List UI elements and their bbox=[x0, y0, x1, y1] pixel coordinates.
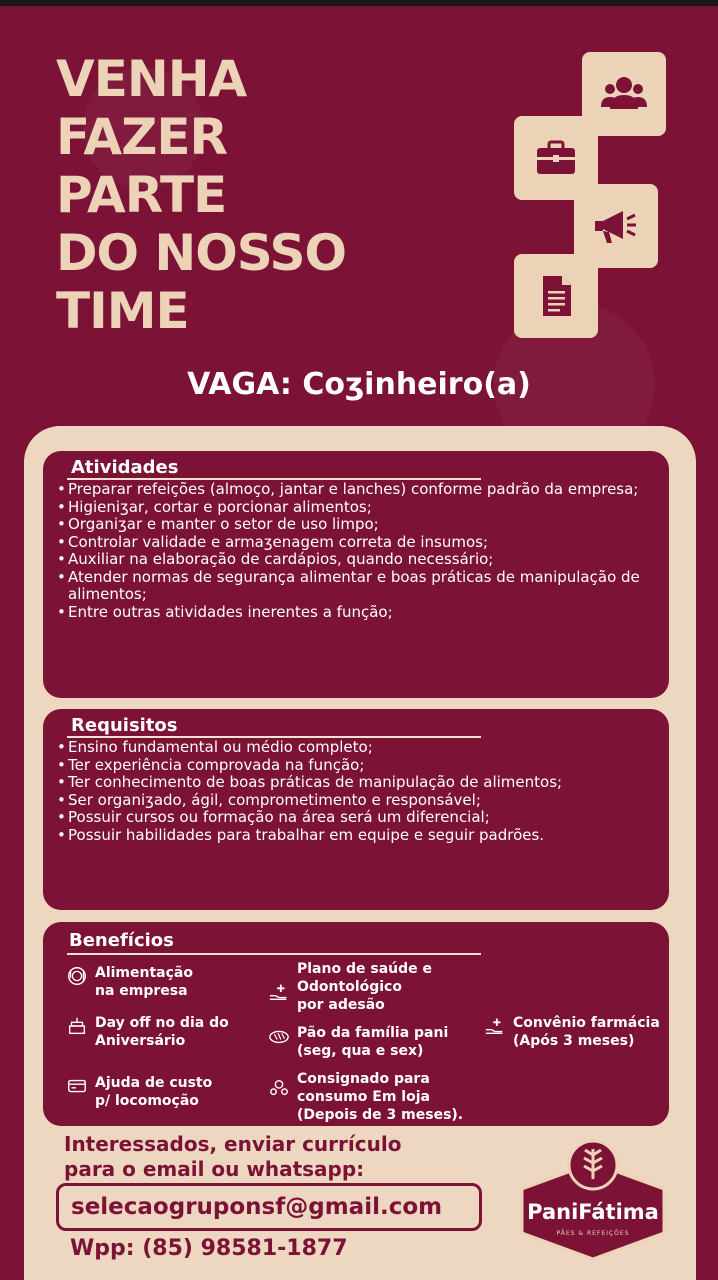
list-item: • Ter conhecimento de boas práticas de manipulação de alimentos; bbox=[57, 774, 659, 792]
benefit-text: Consignado para consumo Em loja (Depois de 3 meses). bbox=[297, 1071, 464, 1123]
list-item: • Higieniʒar, cortar e porcionar alimentos; bbox=[57, 499, 659, 517]
contact-line: para o email ou whatsapp: bbox=[64, 1157, 365, 1181]
pharmacy-hand-icon bbox=[483, 1014, 507, 1038]
benefits-panel bbox=[43, 922, 669, 1126]
job-title: VAGA: Coʒinheiro(a) bbox=[187, 367, 531, 402]
headline-line: FAZER bbox=[56, 108, 228, 166]
health-plan-icon bbox=[267, 980, 291, 1004]
list-item: • Entre outras atividades inerentes a função; bbox=[57, 604, 659, 622]
birthday-cake-icon bbox=[65, 1014, 89, 1038]
benefit-item bbox=[267, 960, 432, 1014]
title-underline bbox=[67, 953, 481, 955]
whatsapp-number[interactable]: Wpp: (85) 98581-1877 bbox=[70, 1236, 348, 1261]
headline-line: DO NOSSO bbox=[56, 224, 347, 282]
headline-line: TIME bbox=[56, 282, 189, 340]
requirements-panel bbox=[43, 709, 669, 910]
benefit-item bbox=[267, 1024, 448, 1060]
headline-line: VENHA bbox=[56, 50, 247, 108]
benefit-item bbox=[65, 964, 193, 1000]
benefit-text: Plano de saúde e Odontológico por adesão bbox=[297, 961, 432, 1013]
benefit-text: Alimentação na empresa bbox=[95, 965, 193, 999]
activities-panel bbox=[43, 451, 669, 698]
logo-name: PaniFátima bbox=[527, 1200, 659, 1224]
benefit-text: Day off no dia do Aniversário bbox=[95, 1015, 229, 1049]
list-item: • Possuir habilidades para trabalhar em equipe e seguir padrões. bbox=[57, 827, 659, 845]
benefits-title: Benefícios bbox=[69, 930, 174, 951]
requirements-title: Requisitos bbox=[71, 715, 178, 736]
requirements-list bbox=[57, 739, 659, 844]
list-item: • Possuir cursos ou formação na área será um diferencial; bbox=[57, 809, 659, 827]
list-item: • Ensino fundamental ou médio completo; bbox=[57, 739, 659, 757]
benefit-text: Convênio farmácia (Após 3 meses) bbox=[513, 1015, 660, 1049]
benefit-item bbox=[483, 1014, 660, 1050]
contact-instructions bbox=[64, 1132, 404, 1182]
food-plate-icon bbox=[65, 964, 89, 988]
list-item: • Controlar validade e armaʒenagem correta de insumos; bbox=[57, 534, 659, 552]
benefit-item bbox=[65, 1014, 229, 1050]
list-item: • Auxiliar na elaboração de cardápios, quando necessário; bbox=[57, 551, 659, 569]
list-item: • Atender normas de segurança alimentar e boas práticas de manipulação de alimentos; bbox=[57, 569, 659, 604]
list-item: • Preparar refeições (almoço, jantar e lanches) conforme padrão da empresa; bbox=[57, 481, 659, 499]
list-item: • Ter experiência comprovada na função; bbox=[57, 757, 659, 775]
contact-line: Interessados, enviar currículo bbox=[64, 1132, 402, 1156]
activities-list bbox=[57, 481, 659, 621]
benefit-item bbox=[65, 1074, 212, 1110]
list-item: • Organiʒar e manter o setor de uso limpo; bbox=[57, 516, 659, 534]
activities-title: Atividades bbox=[71, 457, 179, 478]
bread-icon bbox=[267, 1024, 291, 1048]
benefit-item bbox=[267, 1070, 463, 1124]
list-item: • Ser organiʒado, ágil, comprometimento e responsável; bbox=[57, 792, 659, 810]
benefit-text: Ajuda de custo p/ locomoção bbox=[95, 1075, 213, 1109]
top-status-bar bbox=[0, 0, 718, 6]
email-address[interactable]: selecaogruponsf@gmail.com bbox=[56, 1183, 482, 1231]
logo-tagline: PÃES & REFEIÇÕES bbox=[556, 1230, 630, 1237]
benefit-text: Pão da família pani (seg, qua e sex) bbox=[297, 1025, 449, 1059]
headline-line: PARTE bbox=[56, 166, 227, 224]
panifatima-logo bbox=[518, 1137, 668, 1263]
consignment-icon bbox=[267, 1076, 291, 1100]
document-icon bbox=[514, 254, 598, 338]
headline bbox=[56, 50, 386, 340]
transport-card-icon bbox=[65, 1074, 89, 1098]
